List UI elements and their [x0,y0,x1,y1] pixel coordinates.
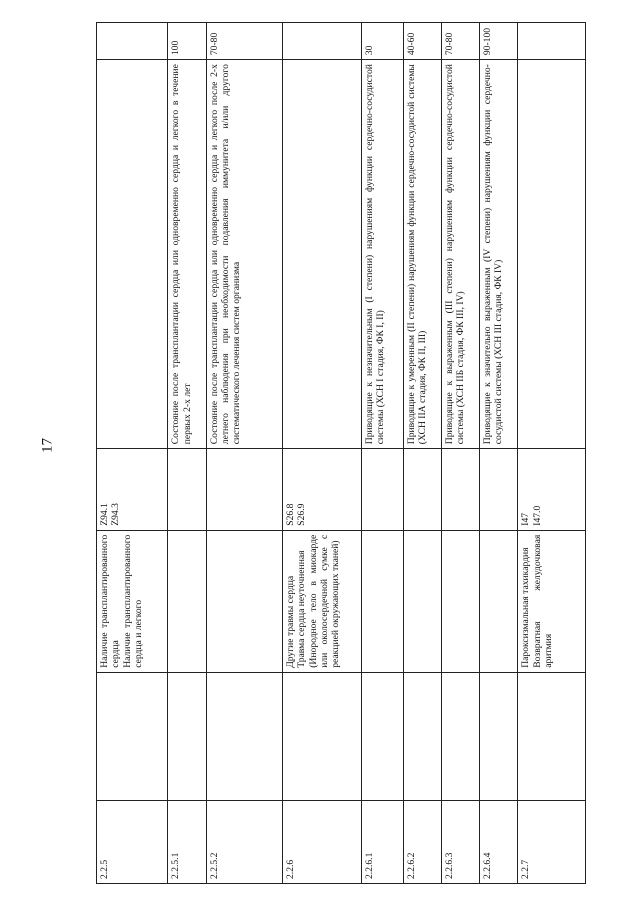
icd-code: S26.9 [296,503,308,526]
condition-name-cell [518,530,586,672]
condition-name-cell [480,530,518,672]
condition-name-cell [168,530,206,672]
percent-cell [97,23,168,60]
icd-code: I47.0 [531,505,543,526]
icd-code-cell [97,449,168,531]
percent-cell: 70-80 [441,23,479,60]
table-row [361,23,403,884]
icd-code-cell [361,449,403,531]
description-cell: Состояние после трансплантации сердца или одновременно сердца и легкого после 2-х летнего наблюдения при необходимости подавления иммунитета и/или другого систематического лечения систем организма [206,60,282,449]
condition-name-cell [97,530,168,672]
code-cell: 2.2.5.2 [206,801,282,884]
page-number: 17 [39,438,56,453]
description-cell [518,60,586,449]
icd-code-cell [518,449,586,531]
condition-name-line: (Инородное тело в миокарде или околосердечной сумке с реакцией окружающих тканей) [307,534,342,668]
condition-name-cell [441,530,479,672]
icd-code: S26.8 [285,503,297,526]
code-cell: 2.2.7 [518,801,586,884]
description-cell: Приводящие к умеренным (II степени) нарушениям функции сердечно-сосудистой системы (ХСН IIА стадия, ФК II, III) [403,60,441,449]
condition-name-line: Пароксизмальная тахикардия [520,547,532,668]
icd-code-cell [480,449,518,531]
disability-criteria-table [96,22,586,884]
condition-name-line: Травма сердца неуточненная [296,550,308,668]
code-cell: 2.2.6.1 [361,801,403,884]
percent-cell: 40-60 [403,23,441,60]
condition-name-cell [206,530,282,672]
code-cell: 2.2.6.4 [480,801,518,884]
blank-cell [168,672,206,800]
blank-cell [283,672,361,800]
table-row [518,23,586,884]
code-cell: 2.2.6.3 [441,801,479,884]
icd-code: Z94.3 [110,503,122,526]
table-row [441,23,479,884]
condition-name-cell [283,530,361,672]
icd-code: I47 [520,512,532,526]
condition-name-cell [361,530,403,672]
blank-cell [441,672,479,800]
description-cell: Состояние после трансплантации сердца или одновременно сердца и легкого в течение первых 2-х лет [168,60,206,449]
condition-name-line: Наличие трансплантированного сердца и легкого [121,534,144,668]
description-cell: Приводящие к незначительным (I степени) нарушениям функции сердечно-сосудистой системы (ХСН I стадия, ФК I, II) [361,60,403,449]
icd-code-cell [403,449,441,531]
table-row [97,23,168,884]
table-row [403,23,441,884]
blank-cell [361,672,403,800]
blank-cell [518,672,586,800]
icd-code: Z94.1 [99,503,110,526]
table-row [206,23,282,884]
condition-name-line: Возвратная желудочковая аритмия [531,534,554,668]
percent-cell: 100 [168,23,206,60]
condition-name-line: Наличие трансплантированного сердца [99,534,122,668]
icd-code-cell [168,449,206,531]
percent-cell: 30 [361,23,403,60]
code-cell: 2.2.6.2 [403,801,441,884]
description-cell [97,60,168,449]
rotated-table-container [96,22,586,884]
table-row [168,23,206,884]
code-cell: 2.2.5.1 [168,801,206,884]
percent-cell: 70-80 [206,23,282,60]
code-cell: 2.2.6 [283,801,361,884]
blank-cell [403,672,441,800]
table-row [480,23,518,884]
blank-cell [480,672,518,800]
description-cell [283,60,361,449]
icd-code-cell [283,449,361,531]
condition-name-line: Другие травмы сердца [285,575,297,668]
percent-cell [518,23,586,60]
condition-name-cell [403,530,441,672]
table-row [283,23,361,884]
percent-cell: 90-100 [480,23,518,60]
blank-cell [206,672,282,800]
description-cell: Приводящие к значительно выраженным (IV степени) нарушениям функции сердечно-сосудистой системы (ХСН III стадия, ФК IV) [480,60,518,449]
percent-cell [283,23,361,60]
description-cell: Приводящие к выраженным (III степени) нарушениям функции сердечно-сосудистой системы (ХСН IIБ стадия, ФК III, IV) [441,60,479,449]
icd-code-cell [206,449,282,531]
icd-code-cell [441,449,479,531]
code-cell: 2.2.5 [97,801,168,884]
blank-cell [97,672,168,800]
